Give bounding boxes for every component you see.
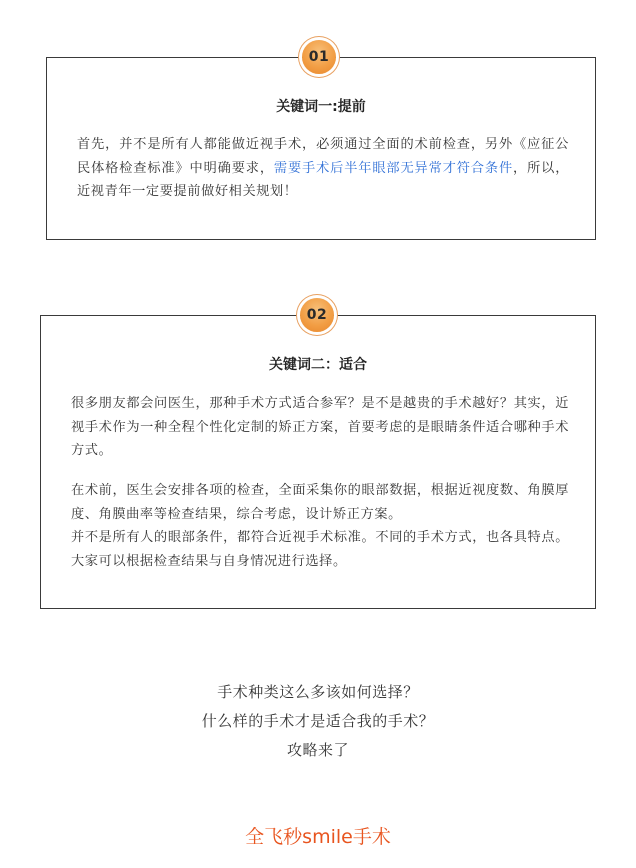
keyword-card-2 xyxy=(40,315,596,609)
card-title-1: 关键词一:提前 xyxy=(276,99,366,115)
brand-heading: 全飞秒smile手术 xyxy=(245,826,391,848)
card2-paragraph-2-line2: 并不是所有人的眼部条件，都符合近视手术标准。不同的手术方式，也各具特点。大家可以根据检查结果与自身情况进行选择。 xyxy=(71,530,569,569)
question-line-3: 攻略来了 xyxy=(286,741,349,759)
question-line-1: 手术种类这么多该如何选择？ xyxy=(217,683,419,701)
card2-paragraph-1: 很多朋友都会问医生，那种手术方式适合参军？是不是越贵的手术越好？其实，近视手术作为一种全程个性化定制的矫正方案，首要考虑的是眼睛条件适合哪种手术方式。 xyxy=(71,396,569,458)
card2-paragraph-2 xyxy=(71,479,569,573)
card1-text-before: 首先，并不是所有人都能做近视手术，必须通过全面的术前检查，另外《应征公民体格检查标准》中明确要求， xyxy=(77,137,569,176)
keyword-card-1 xyxy=(46,57,596,240)
card-title-2: 关键词二：适合 xyxy=(269,357,367,373)
card1-text-after: ，所以，近视青年一定要提前做好相关规划！ xyxy=(77,160,569,199)
question-line-2: 什么样的手术才是适合我的手术？ xyxy=(201,712,435,730)
number-badge-01: 01 xyxy=(302,40,336,74)
card1-highlight-text: 需要手术后半年眼部无异常才符合条件 xyxy=(273,160,514,176)
card1-paragraph xyxy=(77,133,569,204)
card2-paragraph-2-line1: 在术前，医生会安排各项的检查，全面采集你的眼部数据，根据近视度数、角膜厚度、角膜曲率等检查结果，综合考虑，设计矫正方案。 xyxy=(71,483,569,522)
number-badge-02: 02 xyxy=(300,298,334,332)
